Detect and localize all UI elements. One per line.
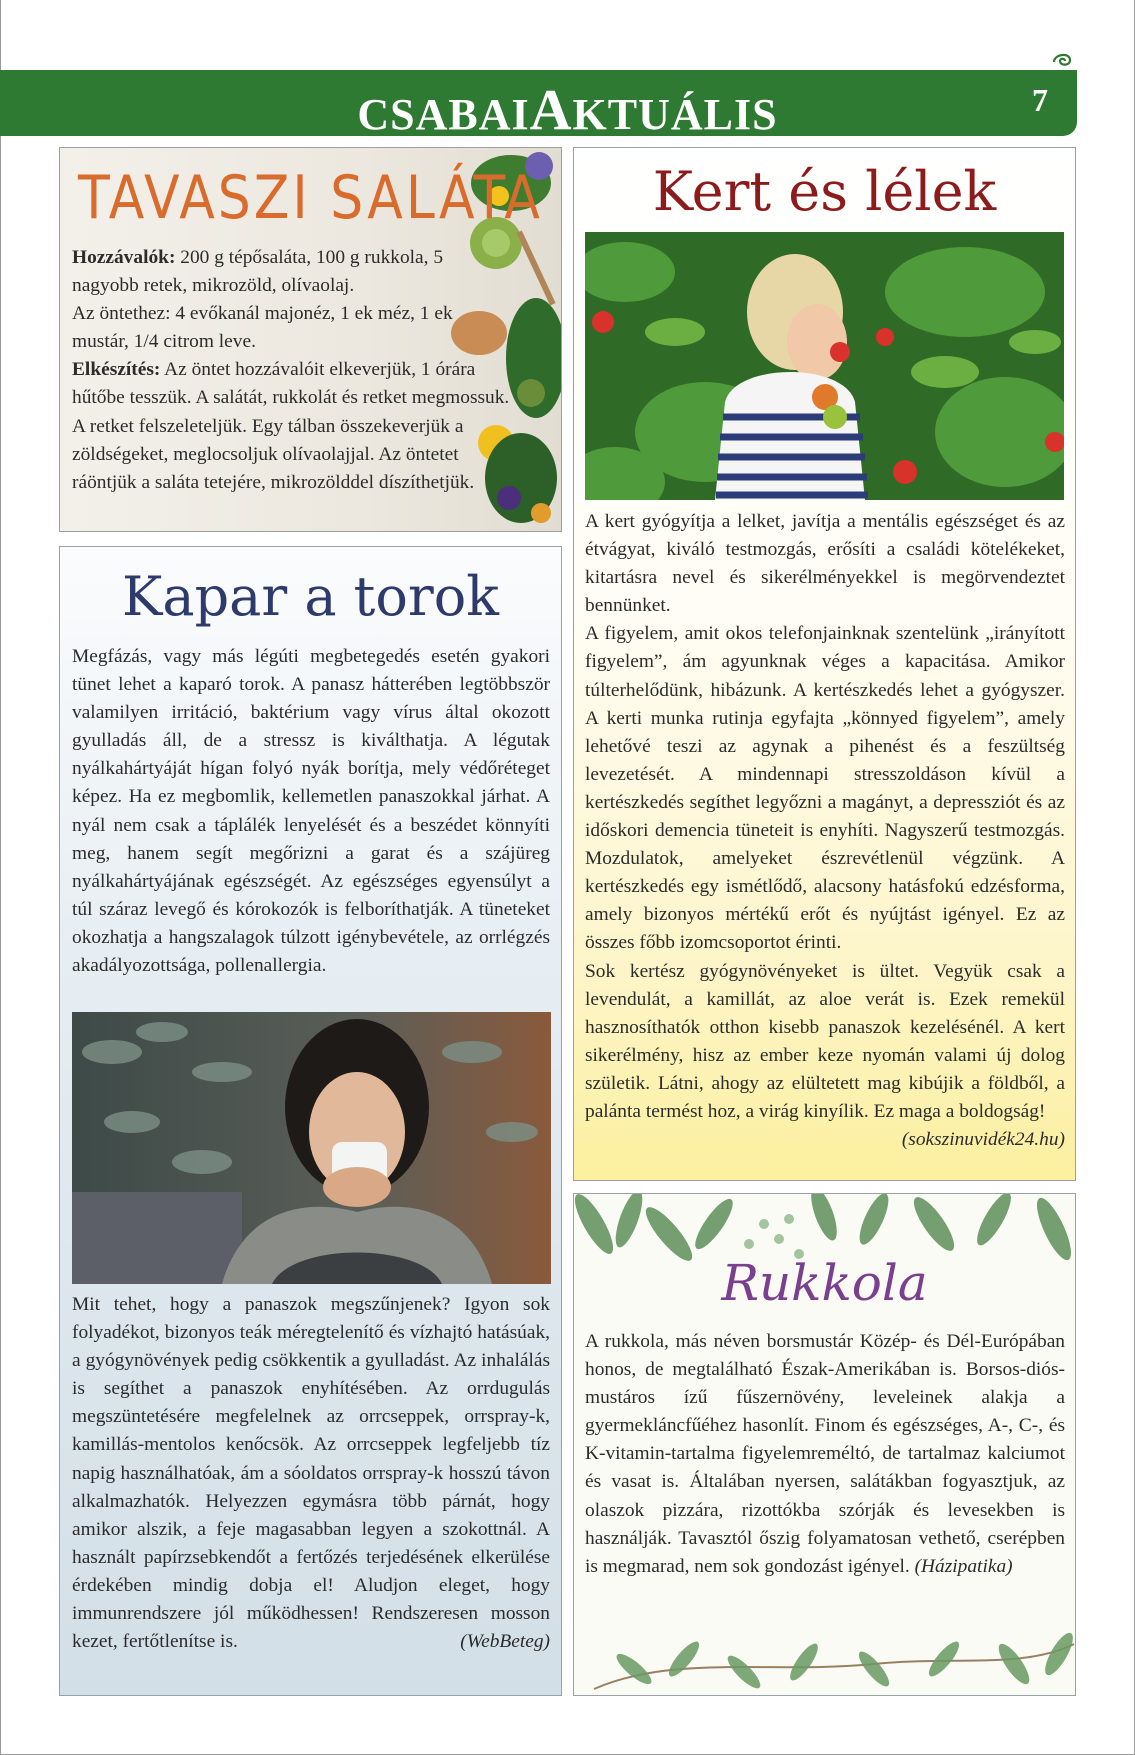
dressing-text: Az öntethez: 4 evőkanál majonéz, 1 ek méz, 1 ek mustár, 1/4 citrom leve. [72, 303, 453, 353]
rucola-source: (Házipatika) [914, 1555, 1013, 1577]
throat-title: Kapar a torok [122, 565, 499, 628]
salad-recipe-box [59, 147, 562, 532]
garden-article-box [573, 147, 1076, 1181]
leaves-bottom-decoration [574, 1614, 1076, 1696]
garden-paragraph-1: A kert gyógyítja a lelket, javítja a mentális egészséget és az étvágyat, kiváló testmozgás, erősíti a családi kötelékeket, kitartásra nevel és sikerélményekkel is megörvendeztet bennünket. [585, 511, 1065, 617]
swirl-icon [1050, 50, 1074, 70]
garden-text [585, 508, 1065, 1154]
throat-paragraph-1: Megfázás, vagy más légúti megbetegedés esetén gyakori tünet lehet a kaparó torok. A panasz hátterében legtöbbször valamilyen irritáció, baktérium vagy vírus által okozott gyulladás áll, de a stressz is kiválthatja. A légutak nyálkahártyáját hígan folyó nyák borítja, mely védőréteget képez. Ha ez megbomlik, kellemetlen panaszokkal járhat. A nyál nem csak a táplálék lenyelését és a beszédet könnyíti meg, hanem segít megőrizni a garat és a szájüreg nyálkahártyájának egészségét. Az egészséges egyensúlyt a túl száraz levegő és kórokozók is felboríthatják. A tüneteket okozhatja a hangszalagok túlzott igénybevétele, az orrlégzés akadályozottsága, pollenallergia. [72, 646, 550, 977]
prep-label: Elkészítés: [72, 359, 161, 381]
magazine-title: CSABAIAKTUÁLIS [357, 77, 778, 142]
garden-paragraph-2: A figyelem, amit okos telefonjainknak szentelünk „irányított figyelem”, ám agyunknak véges a kapacitása. Amikor túlterhelődünk, hibázunk. A kertészkedés lehet a gyógyszer. A kerti munka rutinja egyfajta „könnyed figyelem”, amely lehetővé teszi az agynak a pihenést és a feszültség levezetését. A mindennapi stresszoldáson kívül a kertészkedés segíthet legyőzni a magányt, a depressziót és az időskori demencia tüneteit is enyhíti. Nagyszerű testmozgás. Mozdulatok, amelyeket észrevétlenül végzünk. A kertészkedés egy ismétlődő, alacsony hatásfokú edzésforma, amely bizonyos mértékű erőt és nyújtást igényel. Ez az összes főbb izomcsoportot érinti. [585, 623, 1065, 954]
prep-text: Az öntet hozzávalóit elkeverjük, 1 órára hűtőbe tesszük. A salátát, rukkolát és retket megmossuk. A retket felszeleteljük. Egy tálban összekeverjük a zöldségeket, meglocsoljuk olívaolajjal. Az öntetet ráöntjük a saláta tetejére, mikrozölddel díszíthetjük. [72, 359, 510, 493]
garden-title: Kert és lélek [652, 160, 997, 223]
throat-article-box [59, 546, 562, 1696]
rucola-article-box [573, 1193, 1076, 1696]
garden-paragraph-3: Sok kertész gyógynövényeket is ültet. Vegyük csak a levendulát, a kamillát, az aloe verát is. Ezek remekül hasznosíthatók otthon kisebb panaszok kezelésénél. A kert sikerélmény, hisz az ember keze nyomán valami új dolog születik. Látni, ahogy az elültetett mag kibújik a földből, a palánta termést hoz, a virág kinyílik. Ez maga a boldogság! (sokszinuvidék24.hu) [585, 958, 1065, 1127]
rucola-title: Rukkola [721, 1254, 928, 1312]
girl-tomato-photo [585, 232, 1064, 500]
ingredients-text: 200 g tépősaláta, 100 g rukkola, 5 nagyobb retek, mikrozöld, olívaolaj. [72, 247, 444, 297]
throat-paragraph-2: Mit tehet, hogy a panaszok megszűnjenek? Igyon sok folyadékot, bizonyos teák méregtelenítő és vízhajtó hatásúak, a gyógynövények pedig csökkentik a gyulladást. Az inhalálás is segíthet a panaszok enyhítésében. Az orrdugulás megszüntetésére megfelelnek az orrcseppek, orrspray-k, kamillás-mentolos kenőcsök. Az orrcseppek legfeljebb tíz napig használhatóak, ám a sóoldatos orrspray-k hosszú távon alkalmazhatók. Helyezzen egymásra több párnát, hogy amikor alszik, a feje magasabban legyen a szokottnál. A használt papírzsebkendőt a fertőzés terjedésének elkerülése érdekében mindig dobja el! Aludjon eleget, hogy immunrendszere jól működhessen! Rendszeresen mosson kezet, fertőtlenítse is. (WebBeteg) [72, 1291, 550, 1656]
salad-recipe-text [72, 244, 512, 497]
ingredients-label: Hozzávalók: [72, 247, 176, 268]
page-number: 7 [1032, 82, 1048, 118]
salad-title: TAVASZI SALÁTA [78, 164, 543, 233]
garden-source: (sokszinuvidék24.hu) [901, 1129, 1065, 1151]
rucola-paragraph: A rukkola, más néven borsmustár Közép- és Dél-Európában honos, de megtalálható Észak-Amerikában is. Borsos-diós-mustáros ízű fűszernövény, leveleinek alakja a gyermekláncfűéhez hasonlít. Finom és egészséges, A-, C-, és K-vitamin-tartalma figyelemreméltó, de tartalmaz kalciumot és vasat is. Általában nyersen, salátákban fogyasztjuk, az olaszok pizzára, rizottókba szórják és levesekben is használják. Tavasztól őszig folyamatosan vethető, cserépben is megmarad, nem sok gondozást igényel. (Házipatika) [585, 1331, 1065, 1577]
throat-source: (WebBeteg) [460, 1631, 550, 1653]
sneezing-woman-photo [72, 1012, 551, 1284]
